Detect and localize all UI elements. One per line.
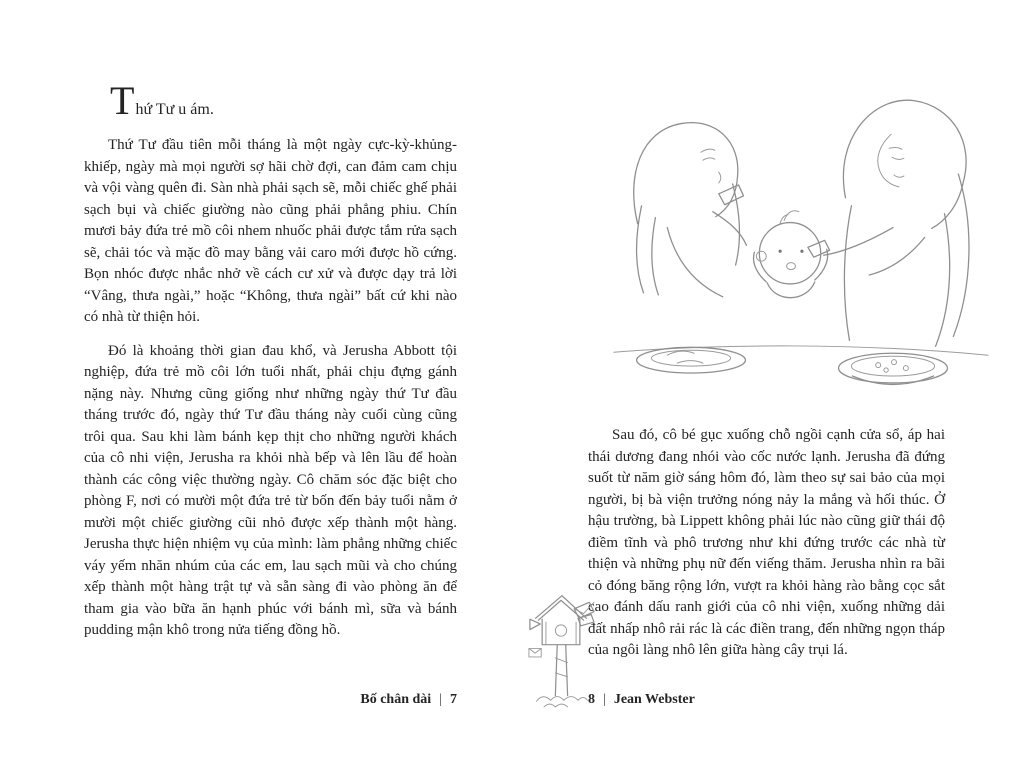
paragraph: Đó là khoảng thời gian đau khổ, và Jerusha Abbott tội nghiệp, đứa trẻ mồ côi lớn tuổi nhất, phải chịu đựng gánh nặng này. Nhưng cũng giống như những ngày thứ Tư đầu tháng trước đó, ngày thứ Tư đầu tháng này cuối cùng cũng trôi qua. Sau khi làm bánh kẹp thịt cho những người khách của cô nhi viện, Jerusha ra khỏi nhà bếp và lên lầu để hoàn thành các công việc thường ngày. Cô chăm sóc đặc biệt cho phòng F, nơi có mười một đứa trẻ từ bốn đến bảy tuổi nằm ở mười một chiếc giường cũi nhỏ được xếp thành một hàng. Jerusha thực hiện nhiệm vụ của mình: làm phẳng những chiếc váy yếm nhăn nhúm của các em, lau sạch mũi và cho chúng xếp thành một hàng trật tự và sẵn sàng đi vào phòng ăn để tham gia vào bữa ăn hạnh phúc với bánh mì, sữa và bánh pudding mận khô trong nửa tiếng đồng hồ. bbox=[84, 342, 457, 638]
footer-separator: | bbox=[439, 692, 442, 707]
meal-illustration-drawing bbox=[596, 52, 992, 404]
left-page-text-column bbox=[84, 78, 457, 654]
page-number: 8 bbox=[588, 692, 595, 707]
left-page-footer bbox=[84, 691, 457, 709]
heading-text: hứ Tư u ám. bbox=[135, 101, 214, 118]
page-number: 7 bbox=[450, 692, 457, 707]
meal-illustration bbox=[596, 52, 992, 404]
paragraph: Sau đó, cô bé gục xuống chỗ ngồi cạnh cửa sổ, áp hai thái dương đang nhói vào cốc nước lạnh. Jerusha đã đứng suốt từ năm giờ sáng hôm đó, làm theo sự sai bảo của mọi người, bị bà viện trưởng nóng nảy la mắng và hối thúc. Ở hậu trường, bà Lippett không phải lúc nào cũng giữ thái độ điềm tĩnh và phô trương như khi đứng trước các nhà từ thiện và những phụ nữ đến viếng thăm. Jerusha nhìn ra bãi cỏ đóng băng rộng lớn, vượt ra khỏi hàng rào bằng cọc sắt cao đánh dấu ranh giới của cô nhi viện, xuống những dải đất nhấp nhô rải rác là các điền trang, đến những ngọn tháp của ngôi làng nhô lên giữa hàng cây trụi lá. bbox=[588, 427, 945, 658]
right-page-footer bbox=[588, 691, 695, 709]
book-title: Bố chân dài bbox=[360, 692, 432, 707]
footer-separator: | bbox=[603, 692, 606, 707]
section-heading bbox=[110, 78, 457, 125]
author-name: Jean Webster bbox=[613, 692, 695, 707]
right-page-text-column bbox=[588, 425, 945, 674]
heading-dropcap: T bbox=[110, 78, 136, 123]
paragraph: Thứ Tư đầu tiên mỗi tháng là một ngày cực-kỳ-khủng-khiếp, ngày mà mọi người sợ hãi chờ đợi, can đảm cam chịu và vội vàng quên đi. Sàn nhà phải sạch sẽ, mỗi chiếc ghế phải sạch bụi và chiếc giường nào cũng phải phẳng phiu. Chín mươi bảy đứa trẻ mồ côi nhem nhuốc phải được tắm rửa sạch sẽ, chải tóc và mặc đồ may bằng vải caro mới được hồ cứng. Bọn nhóc được nhắc nhở về cách cư xử và được dạy trả lời “Vâng, thưa ngài,” hoặc “Không, thưa ngài” bất cứ khi nào có nhà từ thiện hỏi. bbox=[84, 137, 457, 325]
